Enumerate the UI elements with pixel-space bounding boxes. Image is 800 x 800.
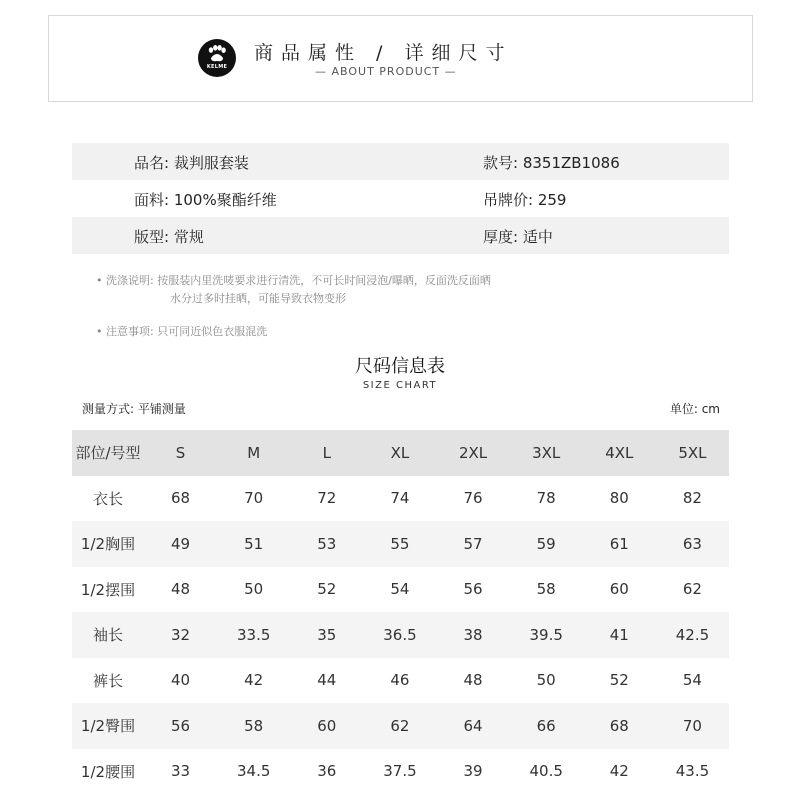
bullet-icon: •	[96, 274, 103, 287]
wash-instructions-cont	[170, 290, 346, 308]
table-cell: 74	[390, 489, 410, 508]
table-cell: 57	[463, 534, 483, 553]
table-cell: 33.5	[236, 625, 271, 644]
table-cell: 58	[244, 716, 264, 735]
measure-method: 测量方式: 平铺测量	[82, 402, 186, 416]
row-label-cell: 1/2摆围	[80, 580, 136, 599]
table-cell: 40.5	[529, 762, 563, 781]
table-cell: 58	[536, 580, 556, 599]
attr-style-number: 款号: 8351ZB1086	[483, 154, 620, 172]
size-table	[72, 430, 729, 794]
header-cell: S	[175, 443, 186, 462]
table-cell: 33	[171, 762, 191, 781]
table-cell: 70	[244, 489, 264, 508]
table-cell: 51	[244, 534, 264, 553]
attr-tag-price: 吊牌价: 259	[483, 191, 567, 209]
table-cell: 56	[463, 580, 483, 599]
table-cell: 52	[609, 671, 629, 690]
table-cell: 68	[171, 489, 191, 508]
table-cell: 50	[244, 580, 264, 599]
table-row	[72, 612, 729, 658]
paw-icon	[207, 45, 227, 63]
table-cell: 42.5	[675, 625, 710, 644]
table-cell: 56	[171, 716, 191, 735]
header-cell: M	[247, 443, 261, 462]
attribute-row	[72, 143, 729, 180]
table-cell: 80	[609, 489, 629, 508]
table-cell: 48	[171, 580, 191, 599]
table-cell: 34.5	[236, 762, 271, 781]
table-row	[72, 658, 729, 704]
attribute-row	[72, 217, 729, 254]
table-cell: 48	[463, 671, 483, 690]
row-label-cell: 1/2腰围	[80, 762, 136, 781]
wash-line-2: 水分过多时挂晒，可能导致衣物变形	[170, 292, 346, 305]
size-table-header	[72, 430, 729, 476]
table-cell: 61	[609, 534, 629, 553]
header-cell: 部位/号型	[75, 444, 141, 463]
logo-text: KELME	[206, 64, 228, 70]
row-label-cell: 1/2臀围	[80, 717, 136, 736]
row-label-cell: 裤长	[92, 671, 123, 690]
table-row	[72, 521, 729, 567]
table-cell: 42	[244, 671, 264, 690]
table-cell: 60	[609, 580, 629, 599]
row-label-cell: 1/2胸围	[80, 535, 136, 554]
measure-unit: 单位: cm	[669, 402, 720, 416]
section-subtitle: — ABOUT PRODUCT —	[315, 65, 457, 78]
attr-fit: 版型: 常规	[134, 228, 204, 246]
table-cell: 55	[390, 534, 410, 553]
table-cell: 76	[463, 489, 483, 508]
attr-fabric: 面料: 100%聚酯纤维	[134, 191, 277, 209]
table-row	[72, 476, 729, 522]
table-cell: 60	[317, 716, 337, 735]
table-cell: 70	[682, 716, 702, 735]
table-cell: 43.5	[675, 762, 710, 781]
table-cell: 38	[463, 625, 483, 644]
brand-logo	[198, 39, 236, 77]
table-cell: 39.5	[529, 625, 563, 644]
header-cell: 2XL	[458, 443, 488, 462]
wash-instructions	[96, 272, 491, 290]
table-cell: 82	[682, 489, 702, 508]
bullet-icon: •	[96, 325, 103, 338]
table-cell: 49	[171, 534, 191, 553]
table-cell: 37.5	[383, 762, 417, 781]
header-cell: 5XL	[678, 443, 707, 462]
table-cell: 50	[536, 671, 556, 690]
table-cell: 32	[171, 625, 191, 644]
table-cell: 54	[390, 580, 410, 599]
table-cell: 36.5	[383, 625, 417, 644]
table-cell: 39	[463, 762, 483, 781]
table-cell: 72	[317, 489, 337, 508]
table-cell: 54	[682, 671, 702, 690]
table-cell: 63	[682, 534, 702, 553]
caution-text: 注意事项: 只可同近似色衣服混洗	[106, 325, 268, 338]
caution-note	[96, 323, 267, 341]
wash-line-1: 洗涤说明: 按服装内里洗唛要求进行清洗，不可长时间浸泡/曝晒，反面洗反面晒	[106, 274, 491, 287]
size-chart-subtitle: SIZE CHART	[362, 380, 438, 391]
attribute-row	[72, 180, 729, 217]
attr-thickness: 厚度: 适中	[483, 228, 553, 246]
table-cell: 35	[317, 625, 337, 644]
table-row	[72, 703, 729, 749]
table-cell: 46	[390, 671, 410, 690]
header-cell: L	[322, 443, 331, 462]
table-cell: 64	[463, 716, 483, 735]
header-cell: 4XL	[605, 443, 634, 462]
table-cell: 78	[536, 489, 556, 508]
table-cell: 68	[609, 716, 629, 735]
row-label-cell: 衣长	[92, 489, 123, 508]
table-cell: 52	[317, 580, 337, 599]
attr-product-name: 品名: 裁判服套装	[134, 154, 249, 172]
table-cell: 41	[609, 625, 629, 644]
size-chart-title: 尺码信息表	[355, 356, 445, 377]
table-cell: 44	[317, 671, 337, 690]
table-cell: 59	[536, 534, 556, 553]
table-cell: 62	[390, 716, 410, 735]
table-cell: 40	[171, 671, 191, 690]
table-row	[72, 749, 729, 795]
row-label-cell: 袖长	[92, 626, 123, 645]
table-cell: 42	[609, 762, 629, 781]
table-cell: 66	[536, 716, 556, 735]
section-title: 商品属性 / 详细尺寸	[254, 42, 513, 64]
header-cell: XL	[390, 443, 410, 462]
table-cell: 62	[682, 580, 702, 599]
table-cell: 36	[317, 762, 337, 781]
table-row	[72, 567, 729, 613]
header-cell: 3XL	[532, 443, 561, 462]
table-cell: 53	[317, 534, 337, 553]
